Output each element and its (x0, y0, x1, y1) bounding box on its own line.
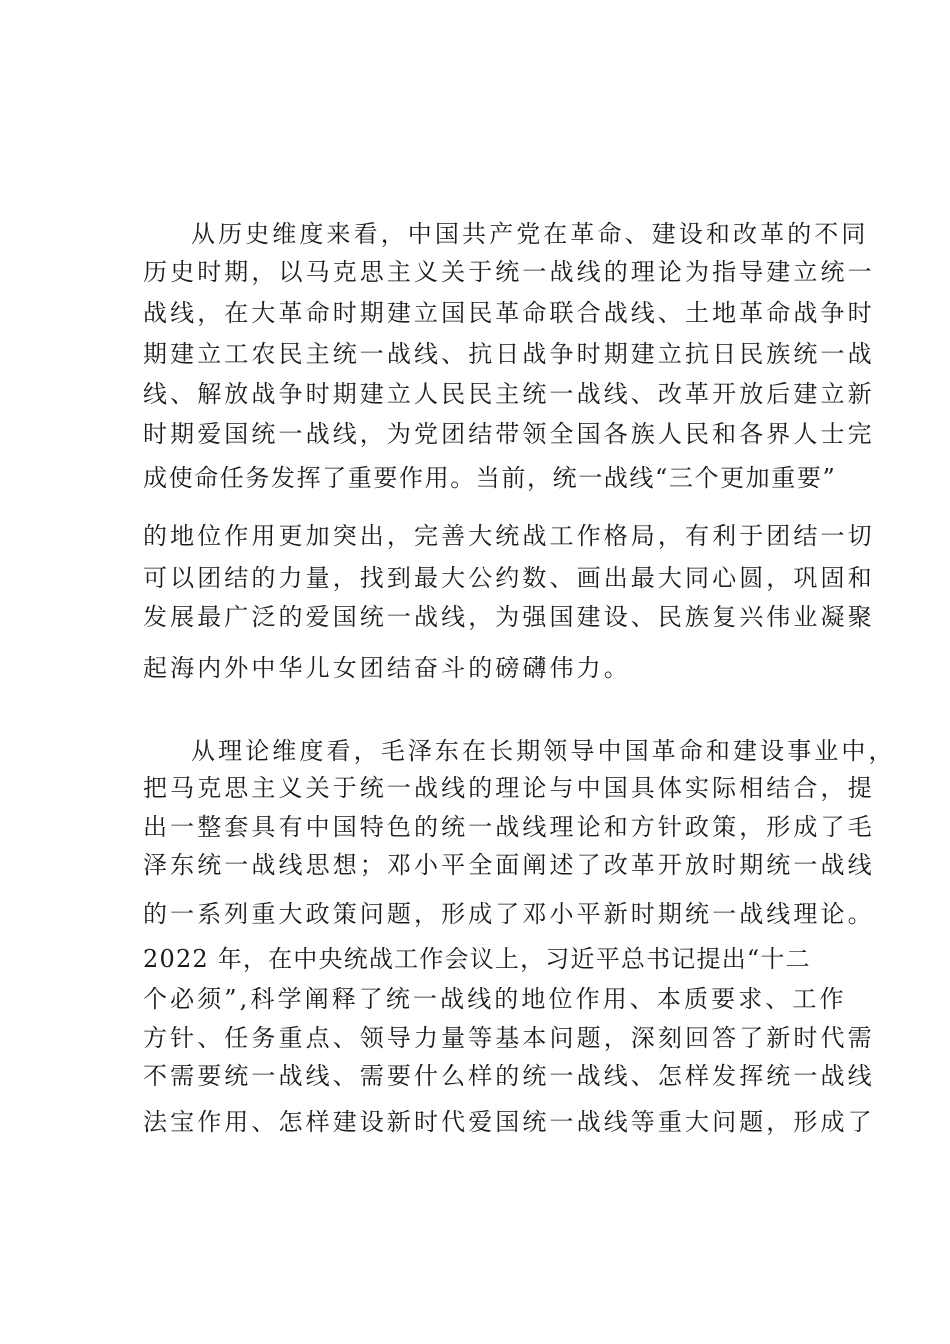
text-line: 不需要统一战线、需要什么样的统一战线、怎样发挥统一战线 (143, 1062, 875, 1090)
text-line: 出一整套具有中国特色的统一战线理论和方针政策，形成了毛 (143, 813, 875, 841)
text-line: 历史时期，以马克思主义关于统一战线的理论为指导建立统一 (143, 258, 875, 286)
text-line: 法宝作用、怎样建设新时代爱国统一战线等重大问题，形成了 (143, 1108, 875, 1136)
text-line: 的地位作用更加突出，完善大统战工作格局，有利于团结一切 (143, 522, 875, 550)
text-line: 战线，在大革命时期建立国民革命联合战线、土地革命战争时 (143, 299, 875, 327)
text-line: 期建立工农民主统一战线、抗日战争时期建立抗日民族统一战 (143, 340, 875, 368)
text-line: 个必须”,科学阐释了统一战线的地位作用、本质要求、工作 (143, 985, 847, 1013)
text-line: 方针、任务重点、领导力量等基本问题，深刻回答了新时代需 (143, 1024, 875, 1052)
text-line: 从历史维度来看，中国共产党在革命、建设和改革的不同 (191, 220, 869, 248)
text-line: 可以团结的力量，找到最大公约数、画出最大同心圆，巩固和 (143, 564, 875, 592)
text-line: 成使命任务发挥了重要作用。当前，统一战线“三个更加重要” (143, 464, 837, 492)
text-line: 泽东统一战线思想；邓小平全面阐述了改革开放时期统一战线 (143, 851, 875, 879)
text-line: 起海内外中华儿女团结奋斗的磅礴伟力。 (143, 654, 631, 682)
text-line: 发展最广泛的爱国统一战线，为强国建设、民族复兴伟业凝聚 (143, 603, 875, 631)
text-line: 时期爱国统一战线，为党团结带领全国各族人民和各界人士完 (143, 420, 875, 448)
text-line: 把马克思主义关于统一战线的理论与中国具体实际相结合，提 (143, 774, 875, 802)
text-line: 2022 年，在中央统战工作会议上，习近平总书记提出“十二 (143, 945, 811, 973)
text-line: 线、解放战争时期建立人民民主统一战线、改革开放后建立新 (143, 380, 875, 408)
text-line: 的一系列重大政策问题，形成了邓小平新时期统一战线理论。 (143, 900, 875, 928)
text-line: 从理论维度看，毛泽东在长期领导中国革命和建设事业中， (191, 737, 896, 765)
